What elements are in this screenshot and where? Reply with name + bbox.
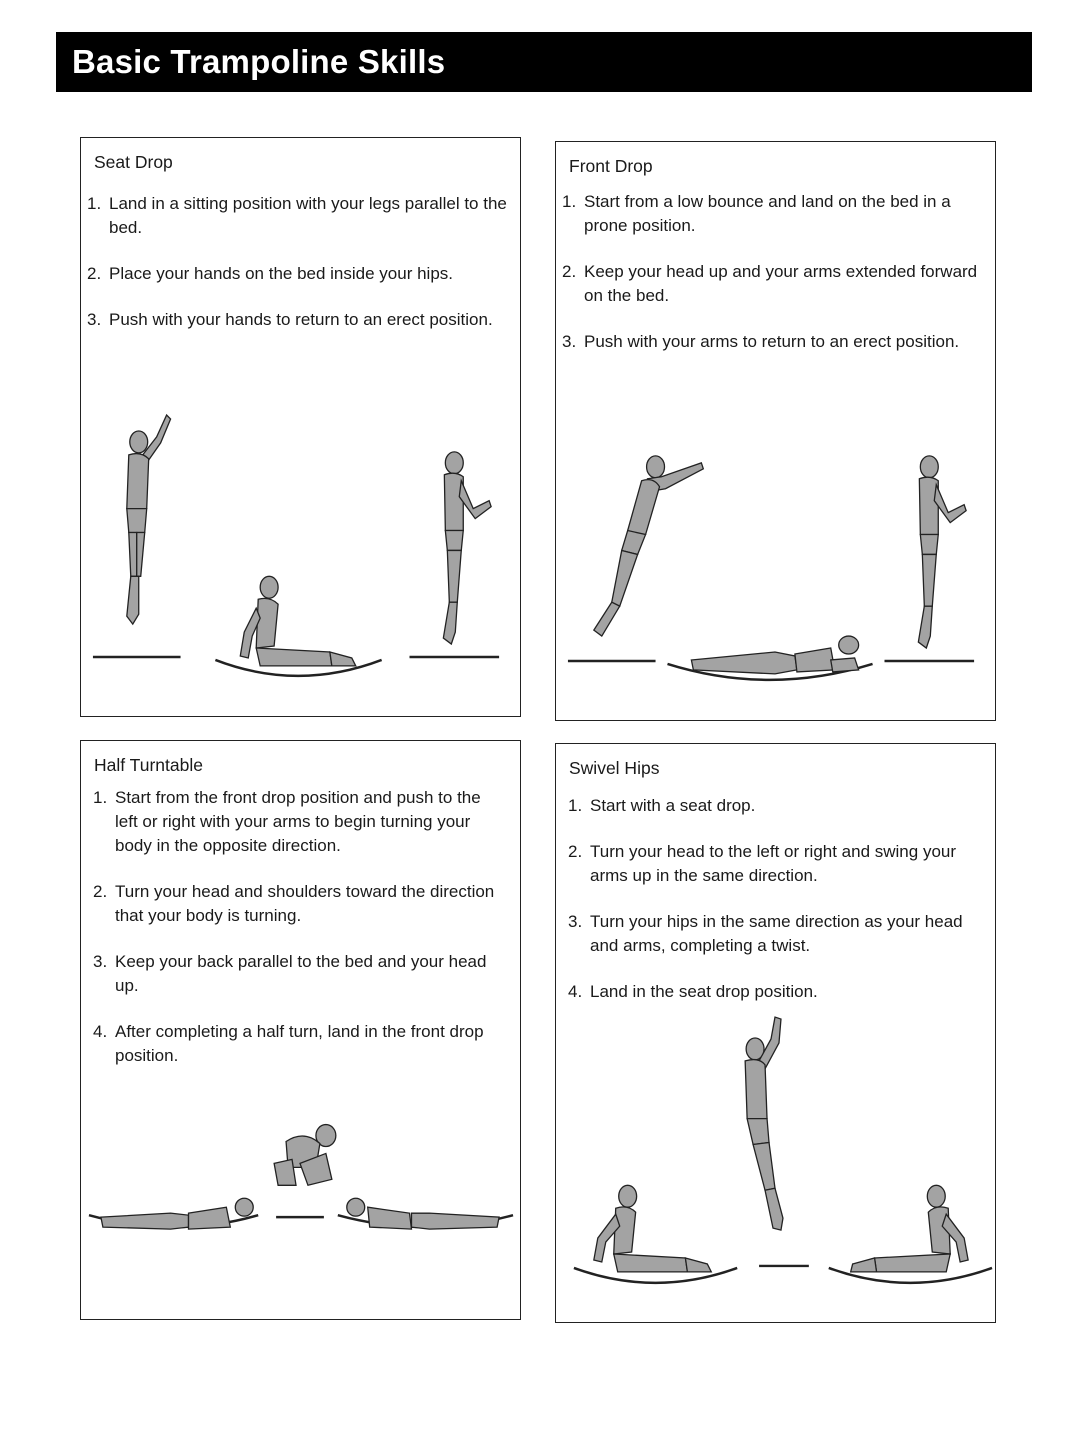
panel-seat-drop (80, 137, 521, 717)
panel-title: Front Drop (569, 156, 653, 176)
step-list (93, 786, 506, 1090)
figure-seated-icon (240, 576, 355, 666)
figure-turning-icon (274, 1125, 336, 1186)
figure-stand-icon (443, 452, 491, 644)
list-item: 1. Land in a sitting position with your legs parallel to the bed. (87, 194, 507, 237)
panel-title: Half Turntable (94, 755, 203, 775)
figure-stand-icon (918, 456, 966, 648)
list-item: 1. Start from a low bounce and land on the bed in a prone position. (562, 192, 951, 235)
panel-half-turntable (80, 740, 521, 1320)
title-bar (56, 32, 1032, 92)
panel-title: Swivel Hips (569, 758, 660, 778)
panel-swivel-hips (555, 743, 996, 1323)
list-item: 2. Turn your head to the left or right and swing your arms up in the same direction. (568, 842, 957, 885)
figure-seated-icon (851, 1185, 968, 1272)
list-item: 4. After completing a half turn, land in the front drop position. (93, 1022, 484, 1065)
panel-title: Seat Drop (94, 152, 173, 172)
figure-jump-icon (127, 415, 171, 624)
list-item: 3. Keep your back parallel to the bed and your head up. (93, 952, 487, 995)
list-item: 1. Start from the front drop position and push to the left or right with your arms to begin turning your body in the opposite direction. (93, 788, 481, 855)
list-item: 3. Push with your hands to return to an erect position. (87, 310, 493, 329)
figure-prone-icon (101, 1198, 253, 1229)
list-item: 3. Push with your arms to return to an erect position. (562, 332, 960, 351)
list-item: 2. Keep your head up and your arms extended forward on the bed. (562, 262, 978, 305)
list-item: 2. Turn your head and shoulders toward the direction that your body is turning. (93, 882, 495, 925)
figure-prone-icon (347, 1198, 499, 1229)
step-list (87, 192, 510, 354)
step-list (568, 794, 981, 1026)
figure-prone-icon (691, 636, 858, 674)
page-title: Basic Trampoline Skills (72, 43, 446, 80)
step-list (562, 190, 985, 376)
list-item: 2. Place your hands on the bed inside your hips. (87, 264, 454, 283)
figure-jump-icon (745, 1017, 783, 1230)
list-item: 1. Start with a seat drop. (568, 796, 756, 815)
panel-front-drop (555, 141, 996, 721)
list-item: 4. Land in the seat drop position. (568, 982, 818, 1001)
figure-lean-icon (594, 456, 704, 636)
list-item: 3. Turn your hips in the same direction as your head and arms, completing a twist. (568, 912, 963, 955)
figure-seated-icon (594, 1185, 711, 1272)
